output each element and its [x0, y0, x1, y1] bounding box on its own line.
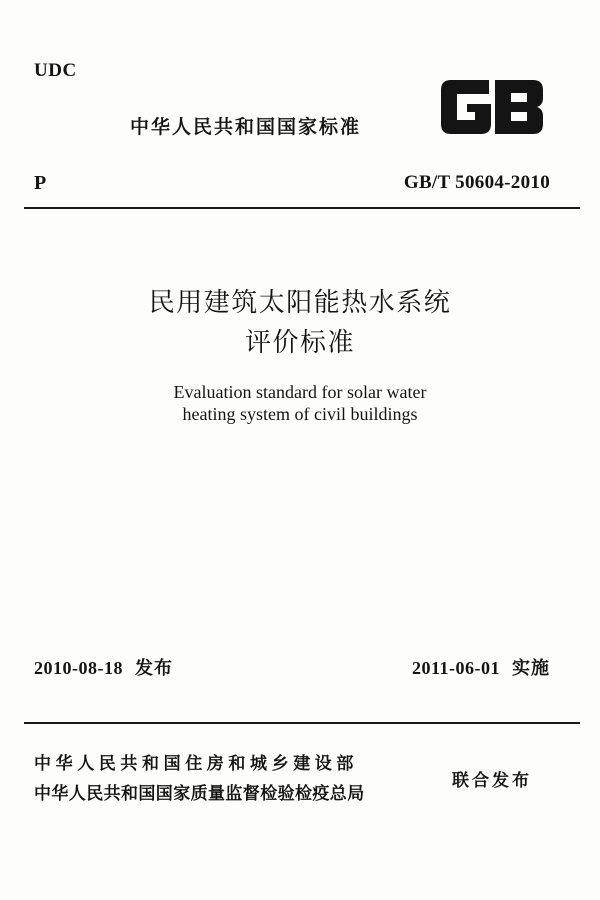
top-divider	[24, 207, 580, 209]
bottom-divider	[24, 722, 580, 724]
title-chinese-line1: 民用建筑太阳能热水系统	[148, 288, 452, 318]
udc-label: UDC	[34, 60, 77, 81]
issue-label: 发布	[135, 658, 173, 679]
issue-date-row	[34, 654, 173, 680]
gb-logo-icon	[437, 76, 547, 138]
issuer-ministry-housing: 中华人民共和国住房和城乡建设部	[34, 754, 358, 774]
classification-code: P	[34, 172, 47, 194]
title-chinese-line2: 评价标准	[244, 328, 355, 358]
implementation-label: 实施	[512, 658, 550, 679]
standard-number: GB/T 50604-2010	[403, 172, 550, 193]
joint-issue-label: 联合发布	[452, 771, 532, 791]
implementation-date-row	[412, 654, 550, 680]
implementation-date: 2011-06-01	[412, 658, 500, 678]
issue-date: 2010-08-18	[34, 658, 123, 678]
title-english-line2: heating system of civil buildings	[182, 404, 418, 424]
issuer-aqsiq: 中华人民共和国国家质量监督检验检疫总局	[34, 784, 365, 804]
national-standard-heading: 中华人民共和国国家标准	[130, 116, 362, 138]
title-english-line1: Evaluation standard for solar water	[173, 382, 427, 402]
